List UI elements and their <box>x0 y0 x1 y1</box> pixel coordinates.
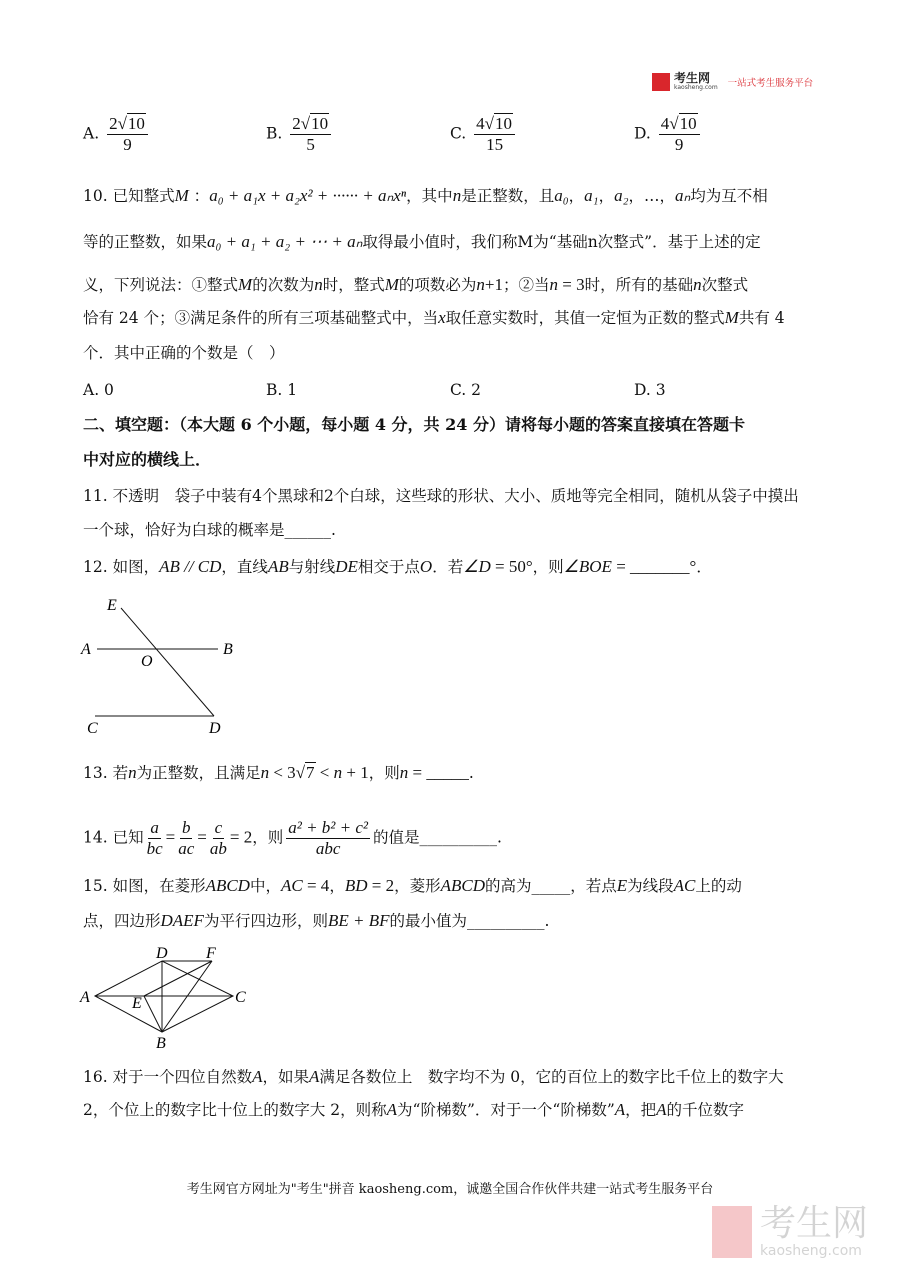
text-segment: ． <box>696 558 712 576</box>
math-expression: A <box>308 1067 320 1086</box>
math-expression: a₀ + a₁x + a₂x² + ······ + aₙxⁿ <box>209 186 407 205</box>
label-c: C <box>235 989 246 1006</box>
radical-sign: √ <box>669 114 679 133</box>
radical <box>118 114 146 134</box>
radical-sign: √ <box>117 114 127 133</box>
label-e: E <box>107 597 117 614</box>
math-symbols: = _____ <box>408 763 469 782</box>
option-label: B. <box>266 124 288 143</box>
text-segment: 相交于点 <box>357 558 420 576</box>
math-symbols: = 50° <box>490 557 533 576</box>
math-expression: E <box>616 876 628 895</box>
text-segment: ，如果 <box>262 1068 309 1086</box>
text-segment: 是正整数，且 <box>461 187 555 205</box>
text-segment: ；②当 <box>503 276 550 294</box>
fraction <box>290 114 331 155</box>
math-expression: BD <box>344 876 368 895</box>
text-segment: ．若 <box>432 558 464 576</box>
label-b: B <box>223 641 233 658</box>
text-segment: 为线段 <box>627 877 674 895</box>
q15-figure <box>70 940 270 1050</box>
radical <box>669 114 697 134</box>
math-expression: aₙ <box>675 186 691 205</box>
text-segment: 为平行四边形，则 <box>203 912 328 930</box>
radical <box>296 762 316 784</box>
text-segment: 中， <box>249 877 281 895</box>
math-expression: a₀ <box>554 186 569 205</box>
q10-option-b: B. 1 <box>266 381 298 399</box>
math-expression: AB // CD <box>159 557 222 576</box>
denominator: 5 <box>306 135 315 154</box>
q15-line <box>83 910 549 932</box>
text-segment: 义，下列说法：①整式 <box>83 276 239 294</box>
label-a: A <box>80 989 90 1006</box>
option-label: D. <box>634 124 656 143</box>
text-segment: 的高为_____，若点 <box>485 877 617 895</box>
text-segment: 为正整数，且满足 <box>136 764 261 782</box>
text-segment: 取任意实数时，其值一定恒为正数的整式 <box>445 309 725 327</box>
text-segment: 点，四边形 <box>83 912 161 930</box>
denominator: 15 <box>486 135 504 154</box>
text-segment: 时，所有的基础 <box>584 276 694 294</box>
text-segment: 时，整式 <box>322 276 385 294</box>
text-segment: 次整式 <box>701 276 749 294</box>
math-symbols: = 4 <box>302 876 330 895</box>
text-segment: 10. 已知整式 <box>83 187 175 205</box>
fraction <box>210 818 227 859</box>
text-segment: 一个球，恰好为白球的概率是______. <box>83 521 336 539</box>
math-symbols: < <box>315 763 334 782</box>
section-heading: 二、填空题：（本大题 6 个小题，每小题 4 分，共 24 分）请将每小题的答案直接填在答题卡 <box>83 415 745 434</box>
denominator: ac <box>178 839 195 858</box>
rhombus-lines <box>95 961 233 1032</box>
text-segment: ，则 <box>532 558 564 576</box>
fraction <box>286 818 370 859</box>
q15-line <box>83 875 742 897</box>
radical-sign: √ <box>295 763 306 782</box>
text-segment: 的最小值为__________. <box>389 912 550 930</box>
text-segment: . <box>468 764 474 782</box>
denominator: 9 <box>674 135 684 154</box>
watermark <box>712 1205 868 1259</box>
text-segment: 个．其中正确的个数是（ ） <box>83 344 285 362</box>
math-expression: n <box>260 763 270 782</box>
q10-line <box>83 307 785 329</box>
fraction <box>107 114 148 155</box>
q16-line <box>83 1066 784 1088</box>
math-expression: ABCD <box>205 876 250 895</box>
text-segment: 11. 不透明 袋子中装有4个黑球和2个白球，这些球的形状、大小、质地等完全相同，随机从袋子中摸出 <box>83 487 799 505</box>
math-expression: n <box>314 275 323 294</box>
text-segment: 恰有 24 个；③满足条件的所有三项基础整式中，当 <box>83 309 439 327</box>
watermark-domain: kaosheng.com <box>760 1243 862 1259</box>
text-segment: ： <box>188 187 210 205</box>
q9-option <box>634 114 703 155</box>
denominator: ab <box>209 839 227 858</box>
math-symbols: = 3 <box>558 275 585 294</box>
fraction <box>147 818 163 859</box>
numerator: 4√10 <box>474 114 515 135</box>
math-expression: x <box>438 308 446 327</box>
math-expression: M <box>174 186 189 205</box>
logo-mark-icon <box>652 73 670 91</box>
numerator: c <box>214 818 223 837</box>
q10-option-c: C. 2 <box>450 381 482 399</box>
text-segment: 15. 如图，在菱形 <box>83 877 206 895</box>
math-expression: BE + BF <box>327 911 390 930</box>
math-symbols: < 3 <box>269 763 296 782</box>
numerator: 2√10 <box>290 114 331 135</box>
math-expression: M <box>238 275 253 294</box>
math-expression: AC <box>280 876 303 895</box>
math-expression: A <box>386 1100 398 1119</box>
label-c: C <box>87 720 98 737</box>
fraction <box>178 818 194 859</box>
math-expression: AC <box>673 876 696 895</box>
q11-line <box>83 519 336 541</box>
text-segment: 14. 已知 <box>83 828 144 847</box>
label-o: O <box>141 653 153 670</box>
math-expression: ABCD <box>440 876 485 895</box>
q10-line <box>83 185 768 207</box>
math-symbols: = <box>165 827 176 847</box>
fraction <box>474 114 515 155</box>
radical <box>485 114 513 134</box>
radicand: 10 <box>311 114 329 133</box>
ray-de <box>121 608 214 716</box>
radical-sign: √ <box>300 114 311 133</box>
text-segment: 的千位数字 <box>666 1101 745 1119</box>
q14-line <box>83 818 502 859</box>
watermark-logo-icon <box>712 1206 752 1258</box>
label-b: B <box>156 1035 166 1050</box>
footer-text: 考生网官方网址为"考生"拼音 kaosheng.com，诚邀全国合作伙伴共建一站式考生服务平台 <box>186 1182 714 1197</box>
text-segment: ，…， <box>628 187 676 205</box>
math-expression: n <box>693 275 702 294</box>
radicand: 10 <box>495 114 513 133</box>
numerator: 4√10 <box>659 114 700 135</box>
math-expression: ∠BOE <box>563 557 612 576</box>
denominator: abc <box>315 839 341 858</box>
text-segment: 的值是__________. <box>373 828 502 847</box>
math-expression: M <box>384 275 399 294</box>
math-expression: DAEF <box>160 911 204 930</box>
q9-option <box>83 114 151 155</box>
text-segment: 上的动 <box>695 877 742 895</box>
denominator: 9 <box>123 135 132 154</box>
text-segment: ，其中 <box>406 187 453 205</box>
q10-option-a: A. 0 <box>83 381 114 399</box>
math-expression: M <box>724 308 739 327</box>
text-segment: ，直线 <box>221 558 268 576</box>
q12-figure <box>75 590 255 740</box>
text-segment: 16. 对于一个四位自然数 <box>83 1068 253 1086</box>
radical-sign: √ <box>484 114 495 133</box>
logo-name: 考生网 <box>674 71 711 85</box>
label-e: E <box>132 995 142 1012</box>
numerator: a <box>150 818 159 837</box>
text-segment: 的项数必为 <box>398 276 477 294</box>
text-segment: 为“阶梯数”．对于一个“阶梯数” <box>397 1101 615 1119</box>
text-segment: ，则 <box>252 828 284 847</box>
text-segment: 13. 若 <box>83 764 129 782</box>
math-expression: n <box>333 763 343 782</box>
q16-line <box>83 1099 744 1121</box>
q10-line <box>83 274 748 296</box>
text-segment: ，把 <box>625 1101 657 1119</box>
text-segment: ，则 <box>368 764 400 782</box>
math-expression: DE <box>335 557 358 576</box>
header-logo <box>652 72 813 91</box>
text-segment: ， <box>598 187 615 205</box>
math-expression: A <box>252 1067 263 1086</box>
text-segment: 等的正整数，如果 <box>83 233 208 251</box>
radicand: 10 <box>679 114 697 133</box>
math-symbols: = <box>197 827 207 847</box>
option-label: A. <box>83 124 105 143</box>
option-label: C. <box>450 124 472 143</box>
text-segment: ， <box>568 187 585 205</box>
radicand: 10 <box>127 114 145 133</box>
text-segment: 共有 4 <box>738 309 785 327</box>
label-f: F <box>206 945 216 962</box>
text-segment: 均为互不相 <box>690 187 768 205</box>
math-expression: n <box>549 275 559 294</box>
q10-line <box>83 231 761 253</box>
radicand: 7 <box>306 763 315 782</box>
math-expression: O <box>419 557 433 576</box>
radical <box>301 114 329 134</box>
math-expression: a₀ + a₁ + a₂ + ⋯ + aₙ <box>207 232 363 251</box>
label-d: D <box>156 945 168 962</box>
math-expression: ∠D <box>463 557 491 576</box>
numerator: a² + b² + c² <box>288 818 368 837</box>
q11-line <box>83 485 799 507</box>
text-segment: 12. 如图， <box>83 558 160 576</box>
watermark-name: 考生网 <box>760 1203 869 1244</box>
q10-line <box>83 342 285 364</box>
q10-option-d: D. 3 <box>634 381 666 399</box>
math-expression: A <box>614 1100 626 1119</box>
math-expression: AB <box>267 557 289 576</box>
fraction <box>659 114 700 155</box>
math-symbols: +1 <box>484 275 503 294</box>
label-d: D <box>209 720 221 737</box>
math-expression: a₁ <box>584 186 599 205</box>
text-segment: 与射线 <box>288 558 336 576</box>
header-slogan: 一站式考生服务平台 <box>727 77 814 89</box>
numerator: 2√10 <box>107 114 148 135</box>
denominator: bc <box>146 839 163 858</box>
text-segment: 的次数为 <box>252 276 315 294</box>
math-symbols: = 2 <box>229 827 253 847</box>
numerator: b <box>181 818 191 837</box>
text-segment: 满足各数位上 数字均不为 0，它的百位上的数字比千位上的数字大 <box>319 1068 784 1086</box>
math-expression: A <box>656 1100 667 1119</box>
q12-line <box>83 556 712 578</box>
label-a: A <box>81 641 91 658</box>
q9-option <box>450 114 518 155</box>
text-segment: ， <box>329 877 345 895</box>
text-segment: ，菱形 <box>394 877 441 895</box>
q9-option <box>266 114 334 155</box>
math-symbols: + 1 <box>342 763 369 782</box>
text-segment: 2，个位上的数字比十位上的数字大 2，则称 <box>83 1101 387 1119</box>
math-expression: a₂ <box>614 186 629 205</box>
math-expression: n <box>128 763 137 782</box>
section-heading: 中对应的横线上． <box>83 450 212 469</box>
math-symbols: = _______° <box>611 557 697 576</box>
math-symbols: = 2 <box>367 876 395 895</box>
math-expression: n <box>399 763 409 782</box>
logo-domain: kaosheng.com <box>674 84 718 91</box>
math-expression: n <box>476 275 485 294</box>
q13-line <box>83 762 474 784</box>
math-expression: n <box>452 186 462 205</box>
text-segment: 取得最小值时，我们称M为“基础n次整式”．基于上述的定 <box>362 233 761 251</box>
